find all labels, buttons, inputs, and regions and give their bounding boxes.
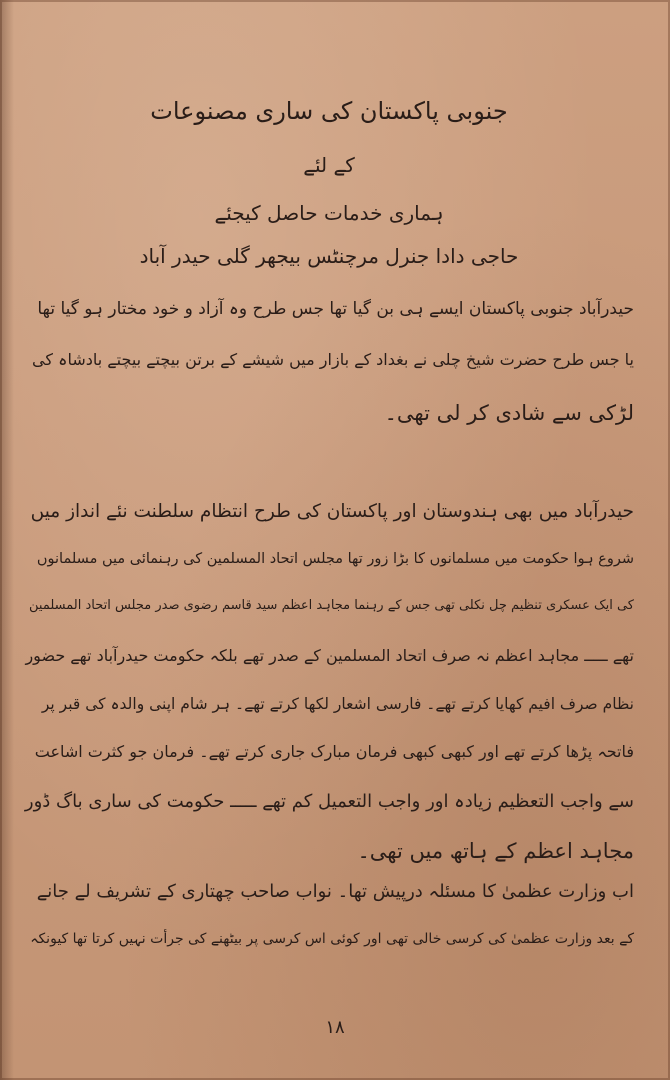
page-edge-shadow: [0, 0, 14, 1080]
paragraph2-line-6: فاتحہ پڑھا کرتے تھے اور کبھی کبھی فرمان مبارک جاری کرتے تھے۔ فرمان جو کثرت اشاعت: [34, 742, 634, 761]
heading-line-2: کے لئے: [303, 153, 355, 177]
paragraph1-line-2: یا جس طرح حضرت شیخ چلی نے بغداد کے بازار میں شیشے کے برتن بیچتے بیچتے بادشاہ کی: [32, 350, 634, 369]
paragraph2-line-5: نظام صرف افیم کھایا کرتے تھے۔ فارسی اشعار لکھا کرتے تھے۔ ہر شام اپنی والدہ کی قبر پر: [41, 695, 634, 713]
page-number: ۱۸: [325, 1017, 345, 1038]
paragraph2-line-8: مجاہد اعظم کے ہاتھ میں تھی۔: [357, 839, 634, 863]
paragraph2-line-1: حیدرآباد میں بھی ہندوستان اور پاکستان کی طرح انتظام سلطنت نئے انداز میں: [30, 501, 634, 522]
paragraph3-line-2: کے بعد وزارت عظمیٰ کی کرسی خالی تھی اور کوئی اس کرسی پر بیٹھنے کی جرأت نہیں کرتا تھا کیونکہ: [30, 931, 634, 947]
paragraph2-line-2: شروع ہوا حکومت میں مسلمانوں کا بڑا زور تھا مجلس اتحاد المسلمین کی رہنمائی میں مسلمانوں: [36, 551, 634, 567]
heading-line-4: حاجی دادا جنرل مرچنٹس بیجھر گلی حیدر آباد: [139, 244, 519, 268]
paragraph2-line-3: کی ایک عسکری تنظیم چل نکلی تھی جس کے رہنما مجاہد اعظم سید قاسم رضوی صدر مجلس اتحاد المسلمین: [29, 598, 634, 613]
heading-line-3: ہماری خدمات حاصل کیجئے: [214, 201, 444, 225]
paragraph2-line-4: تھے ـــــ مجاہد اعظم نہ صرف اتحاد المسلمین کے صدر تھے بلکہ حکومت حیدرآباد تھے حضور: [25, 646, 634, 665]
paragraph3-line-1: اب وزارت عظمیٰ کا مسئلہ درپیش تھا۔ نواب صاحب چھتاری کے تشریف لے جانے: [36, 881, 634, 902]
paragraph2-line-7: سے واجب التعظیم زیادہ اور واجب التعمیل کم تھے ـــــ حکومت کی ساری باگ ڈور: [24, 791, 634, 812]
paragraph1-line-3: لڑکی سے شادی کر لی تھی۔: [384, 401, 634, 425]
paragraph1-line-1: حیدرآباد جنوبی پاکستان ایسے ہی بن گیا تھا جس طرح وہ آزاد و خود مختار ہو گیا تھا: [37, 299, 634, 319]
heading-title: جنوبی پاکستان کی ساری مصنوعات: [150, 97, 508, 125]
